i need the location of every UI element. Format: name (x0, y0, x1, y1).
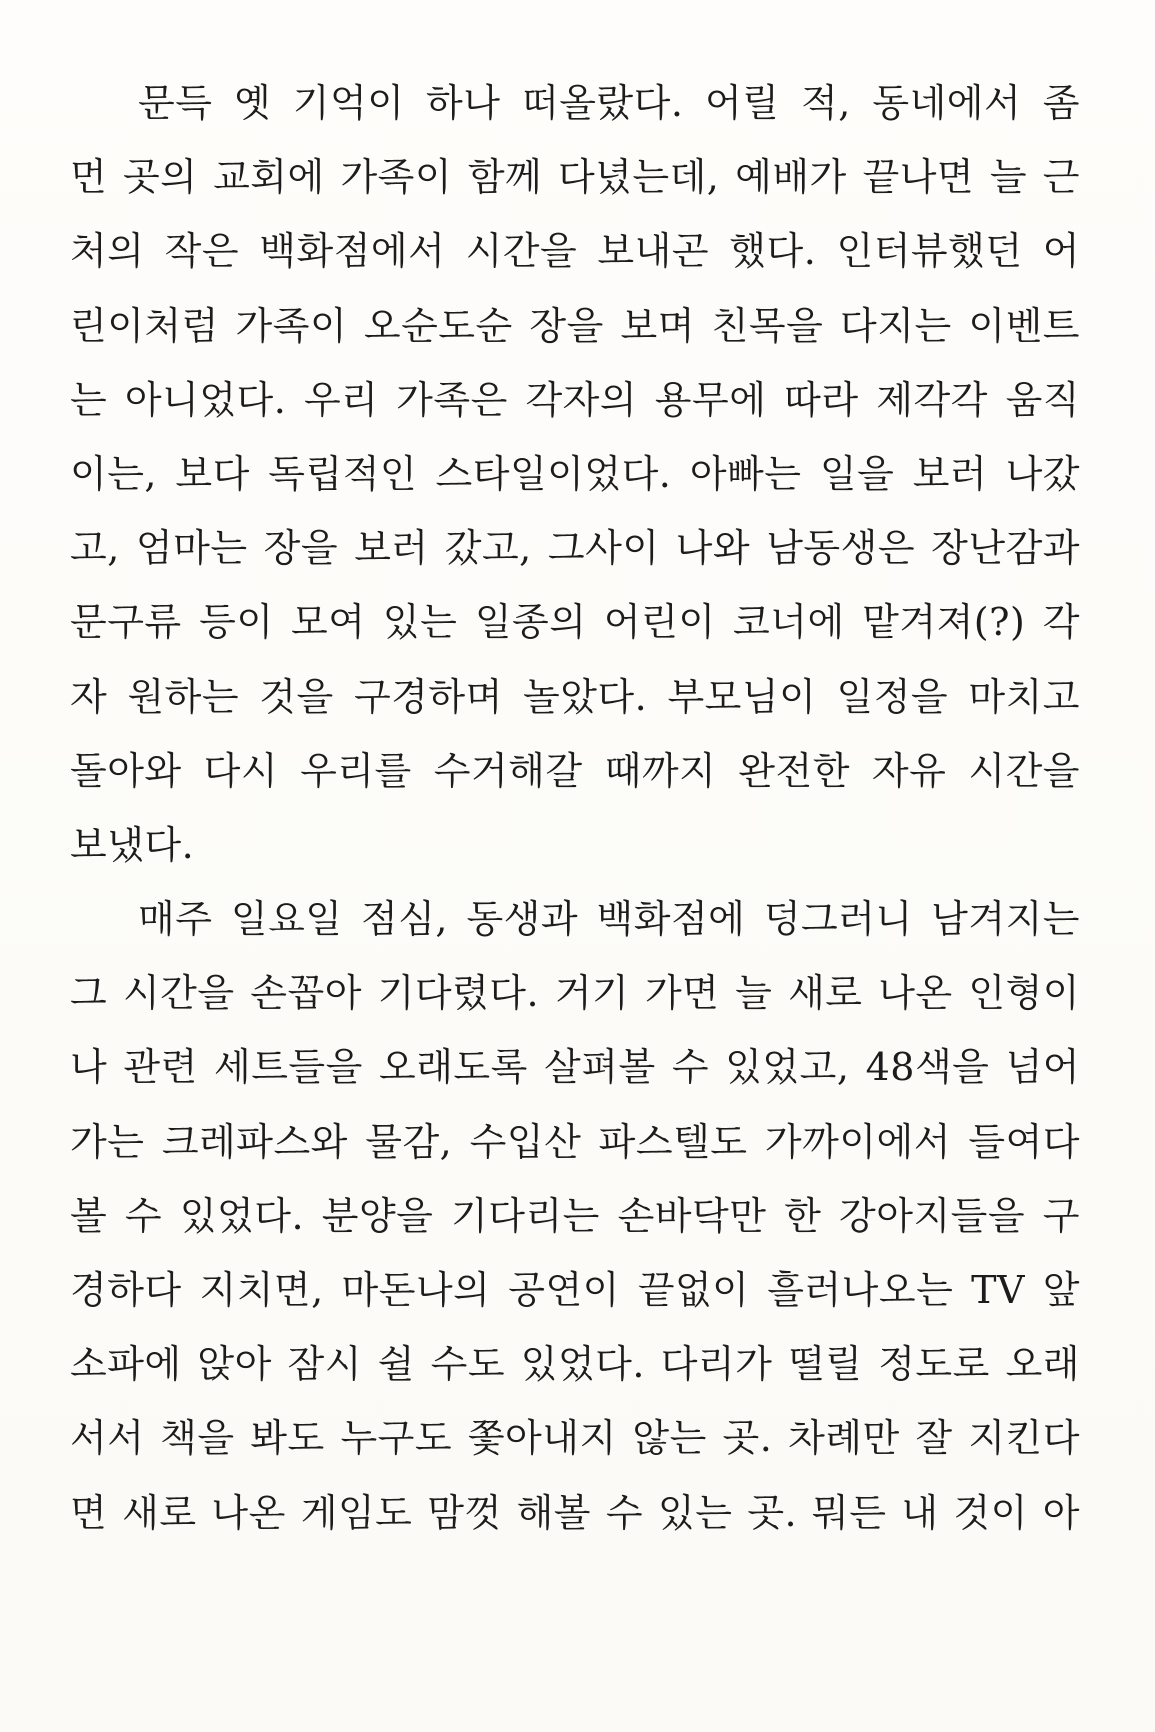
text-line: 면 새로 나온 게임도 맘껏 해볼 수 있는 곳. 뭐든 내 것이 아 (70, 1490, 1080, 1535)
text-line: 문득 옛 기억이 하나 떠올랐다. 어릴 적, 동네에서 좀 (138, 81, 1080, 125)
text-line: 가는 크레파스와 물감, 수입산 파스텔도 가까이에서 들여다 (70, 1119, 1080, 1164)
text-line: 그 시간을 손꼽아 기다렸다. 거기 가면 늘 새로 나온 인형이 (70, 971, 1080, 1016)
text-line: 소파에 앉아 잠시 쉴 수도 있었다. 다리가 떨릴 정도로 오래 (70, 1342, 1080, 1387)
text-line: 는 아니었다. 우리 가족은 각자의 용무에 따라 제각각 움직 (70, 377, 1080, 422)
body-text (70, 66, 1080, 1550)
text-line: 자 원하는 것을 구경하며 놀았다. 부모님이 일정을 마치고 (70, 674, 1080, 719)
text-line: 먼 곳의 교회에 가족이 함께 다녔는데, 예배가 끝나면 늘 근 (70, 155, 1080, 200)
text-line: 나 관련 세트들을 오래도록 살펴볼 수 있었고, 48색을 넘어 (70, 1045, 1080, 1090)
text-line: 보냈다. (70, 822, 195, 867)
text-line: 돌아와 다시 우리를 수거해갈 때까지 완전한 자유 시간을 (70, 748, 1080, 793)
text-line: 매주 일요일 점심, 동생과 백화점에 덩그러니 남겨지는 (138, 897, 1080, 942)
paragraph-2 (70, 882, 1080, 1550)
paragraph-1 (70, 66, 1080, 882)
text-line: 볼 수 있었다. 분양을 기다리는 손바닥만 한 강아지들을 구 (70, 1193, 1080, 1238)
text-line: 이는, 보다 독립적인 스타일이었다. 아빠는 일을 보러 나갔 (70, 451, 1080, 496)
text-line: 고, 엄마는 장을 보러 갔고, 그사이 나와 남동생은 장난감과 (70, 526, 1080, 571)
text-line: 린이처럼 가족이 오순도순 장을 보며 친목을 다지는 이벤트 (70, 303, 1080, 348)
text-line: 처의 작은 백화점에서 시간을 보내곤 했다. 인터뷰했던 어 (70, 229, 1080, 274)
text-line: 문구류 등이 모여 있는 일종의 어린이 코너에 맡겨져(?) 각 (70, 600, 1080, 645)
text-line: 경하다 지치면, 마돈나의 공연이 끝없이 흘러나오는 TV 앞 (70, 1268, 1080, 1312)
text-line: 서서 책을 봐도 누구도 쫓아내지 않는 곳. 차례만 잘 지킨다 (70, 1416, 1080, 1461)
